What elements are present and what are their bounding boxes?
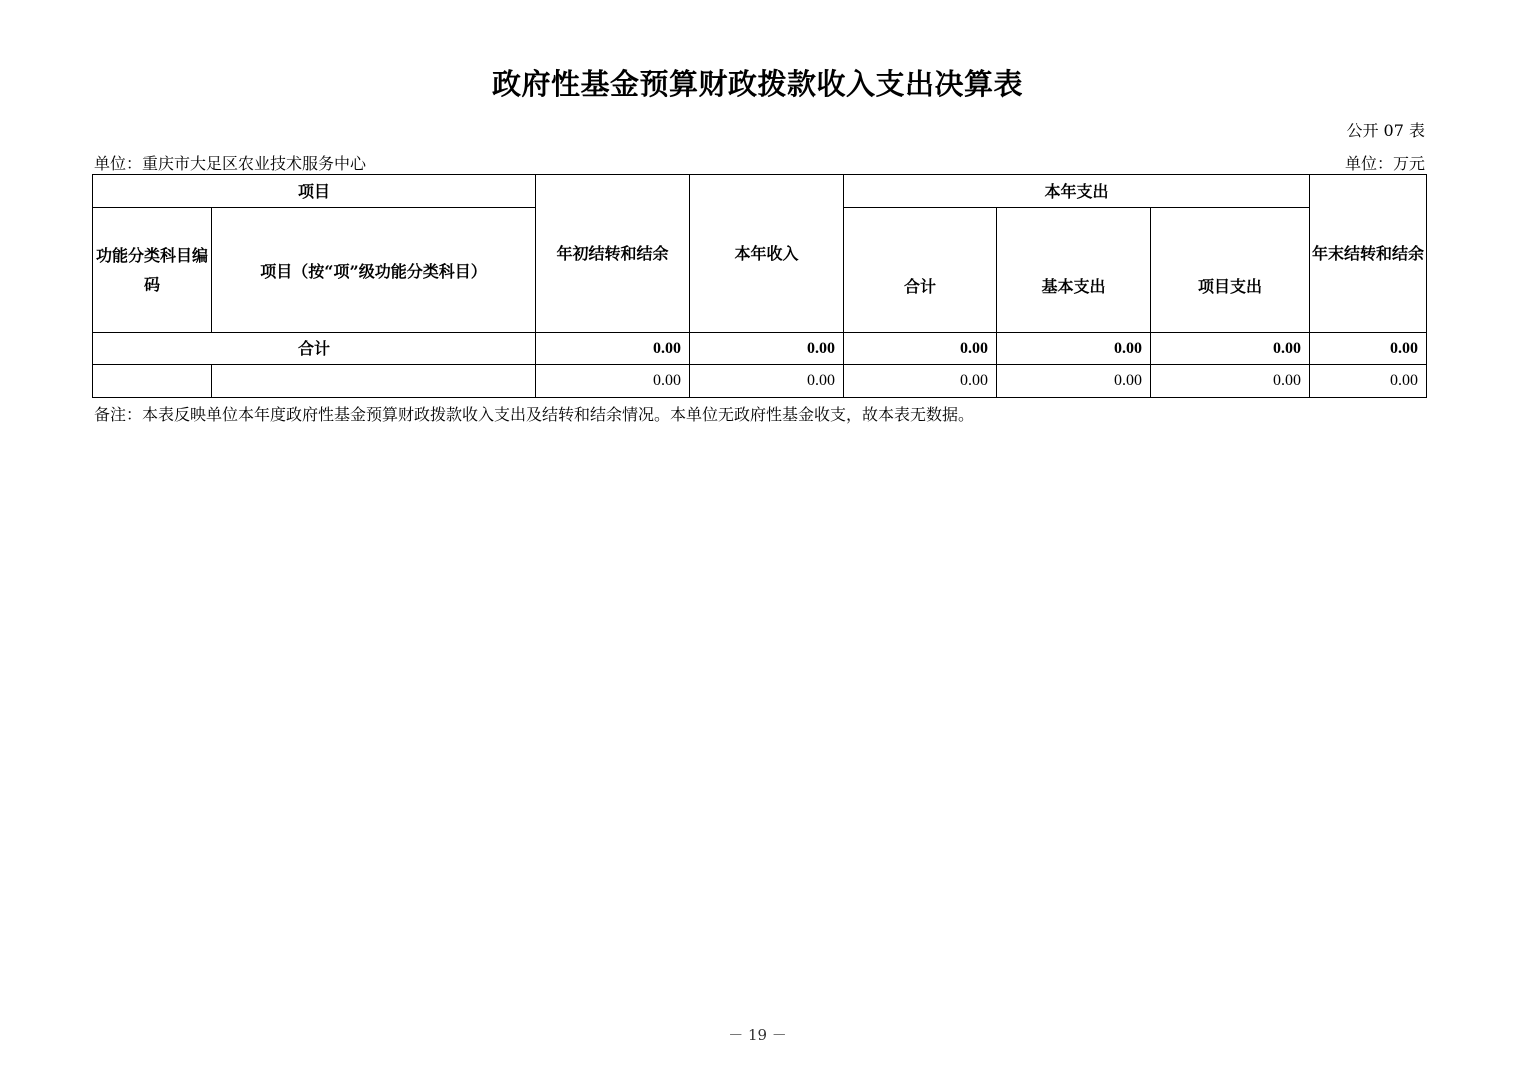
header-project: 项目 <box>93 175 536 208</box>
table-note: 备注：本表反映单位本年度政府性基金预算财政拨款收入支出及结转和结余情况。本单位无政府性基金收支，故本表无数据。 <box>94 405 975 424</box>
table-row <box>93 365 1427 398</box>
page-title: 政府性基金预算财政拨款收入支出决算表 <box>491 67 1023 101</box>
total-expense-basic: 0.00 <box>997 333 1151 365</box>
form-number: 公开 07 表 <box>1346 121 1425 140</box>
page-number: － 19 － <box>728 1026 787 1044</box>
row-code <box>93 365 212 398</box>
header-expense-group: 本年支出 <box>844 175 1310 208</box>
header-opening-balance: 年初结转和结余 <box>536 175 690 333</box>
row-closing: 0.00 <box>1310 365 1427 398</box>
total-closing: 0.00 <box>1310 333 1427 365</box>
header-expense-total: 合计 <box>844 208 997 333</box>
header-closing-balance: 年末结转和结余 <box>1310 175 1427 333</box>
total-income: 0.00 <box>690 333 844 365</box>
row-item <box>212 365 536 398</box>
header-expense-basic: 基本支出 <box>997 208 1151 333</box>
total-opening: 0.00 <box>536 333 690 365</box>
total-expense-total: 0.00 <box>844 333 997 365</box>
row-opening: 0.00 <box>536 365 690 398</box>
row-expense-basic: 0.00 <box>997 365 1151 398</box>
total-label: 合计 <box>93 333 536 365</box>
row-expense-project: 0.00 <box>1151 365 1310 398</box>
row-income: 0.00 <box>690 365 844 398</box>
header-function-code: 功能分类科目编码 <box>93 208 212 333</box>
unit-organization: 单位：重庆市大足区农业技术服务中心 <box>94 154 367 173</box>
total-expense-project: 0.00 <box>1151 333 1310 365</box>
header-income: 本年收入 <box>690 175 844 333</box>
budget-table <box>92 174 1427 398</box>
total-row <box>93 333 1427 365</box>
header-expense-project: 项目支出 <box>1151 208 1310 333</box>
row-expense-total: 0.00 <box>844 365 997 398</box>
unit-currency: 单位：万元 <box>1344 154 1425 173</box>
header-item: 项目（按“项”级功能分类科目） <box>212 208 536 333</box>
